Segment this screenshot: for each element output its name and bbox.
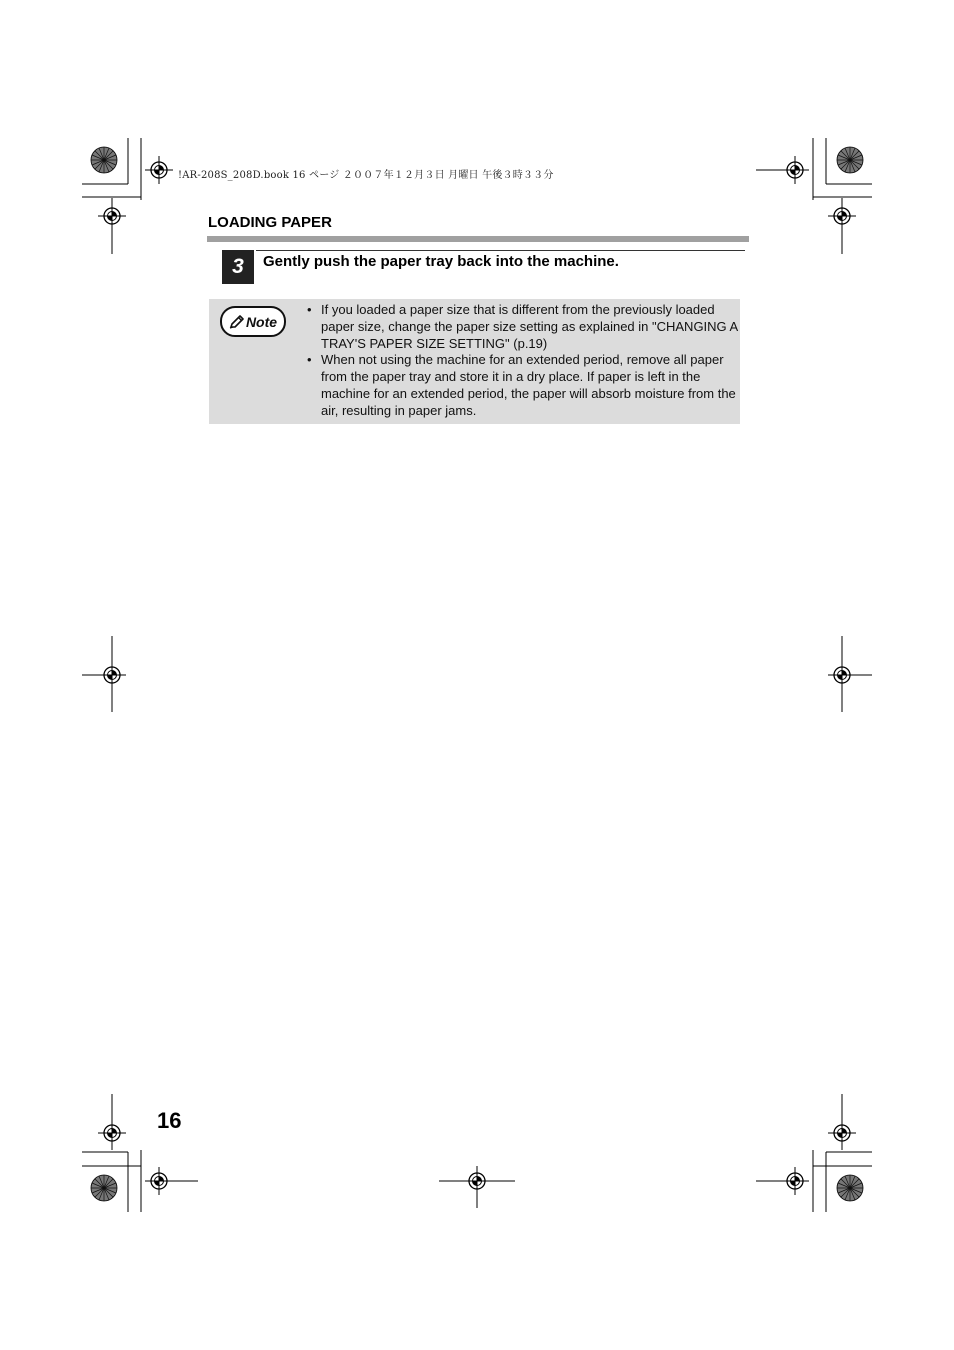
note-label: Note — [245, 313, 278, 330]
note-badge — [220, 306, 286, 337]
step-rule — [256, 250, 745, 251]
section-title: LOADING PAPER — [208, 214, 332, 231]
page-number: 16 — [157, 1108, 182, 1133]
title-rule — [207, 236, 749, 242]
step-instruction: Gently push the paper tray back into the machine. — [263, 253, 619, 270]
note-list — [306, 302, 738, 420]
note-item: • If you loaded a paper size that is different from the previously loaded paper size, change the paper size setting as explained in "CHANGING A TRAY'S PAPER SIZE SETTING" (p.19) — [306, 302, 738, 352]
print-slug-header: !AR-208S_208D.book 16 ページ ２００７年１２月３日 月曜日 午後３時３３分 — [178, 170, 554, 181]
pencil-icon — [229, 315, 245, 329]
note-item: • When not using the machine for an extended period, remove all paper from the paper tray and store it in a dry place. If paper is left in the machine for an extended period, the paper will absorb moisture from the air, resulting in paper jams. — [306, 352, 738, 419]
step-number-badge: 3 — [222, 250, 254, 284]
